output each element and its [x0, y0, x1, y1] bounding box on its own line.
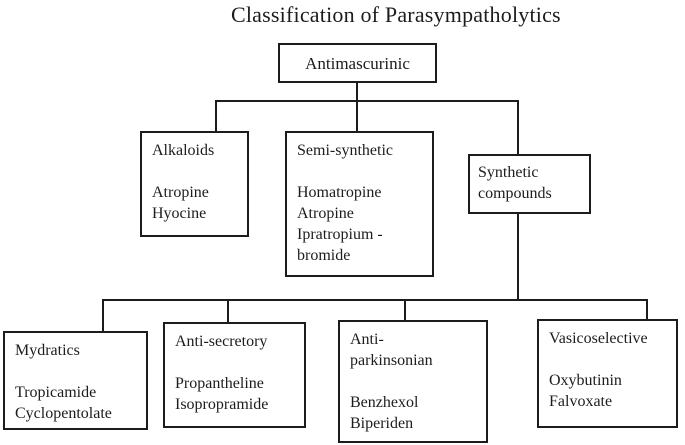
node-heading: Synthetic compounds	[478, 164, 552, 202]
connector-drop-synthetic	[517, 100, 519, 155]
connector-drop-mydratics	[102, 299, 104, 332]
connector-synthetic-vertical	[517, 213, 519, 301]
connector-drop-alkaloids	[215, 100, 217, 132]
node-item: Homatropine	[297, 184, 382, 201]
node-item: Cyclopentolate	[15, 405, 112, 422]
node-anti-secretory	[163, 322, 306, 428]
node-item: Isopropramide	[175, 396, 269, 413]
node-item: Falvoxate	[549, 393, 613, 410]
node-item: Tropicamide	[15, 384, 97, 401]
node-item: Hyocine	[152, 205, 207, 222]
node-item: Atropine	[297, 205, 354, 222]
node-mydratics	[3, 331, 148, 430]
node-heading: Anti-parkinsonian	[350, 331, 433, 369]
node-item: Propantheline	[175, 375, 264, 392]
node-heading: Mydratics	[15, 342, 80, 359]
connector-drop-anti-secretory	[227, 299, 229, 323]
node-heading: Alkaloids	[152, 142, 215, 159]
node-item: Atropine	[152, 184, 209, 201]
node-heading: Semi-synthetic	[297, 142, 393, 159]
node-heading: Anti-secretory	[175, 333, 268, 350]
node-item: Benzhexol	[350, 394, 419, 411]
node-vasicoselective	[537, 319, 678, 428]
node-synthetic-compounds	[468, 154, 591, 214]
node-heading: Vasicoselective	[549, 330, 648, 347]
node-anti-parkinsonian	[338, 320, 488, 443]
node-semi-synthetic	[285, 131, 434, 277]
diagram-title: Classification of Parasympatholytics	[231, 2, 561, 27]
connector-root-vertical	[356, 83, 358, 131]
node-item: Biperiden	[350, 415, 414, 432]
node-antimascurinic	[278, 43, 437, 83]
node-label: Antimascurinic	[305, 53, 410, 73]
node-alkaloids	[140, 131, 249, 237]
connector-top-horizontal	[215, 100, 519, 102]
node-item: Oxybutinin	[549, 372, 622, 389]
connector-drop-vasicoselective	[646, 299, 648, 320]
node-item: Ipratropium - bromide	[297, 226, 383, 264]
connector-drop-anti-parkinsonian	[404, 299, 406, 321]
connector-bottom-horizontal	[102, 299, 648, 301]
